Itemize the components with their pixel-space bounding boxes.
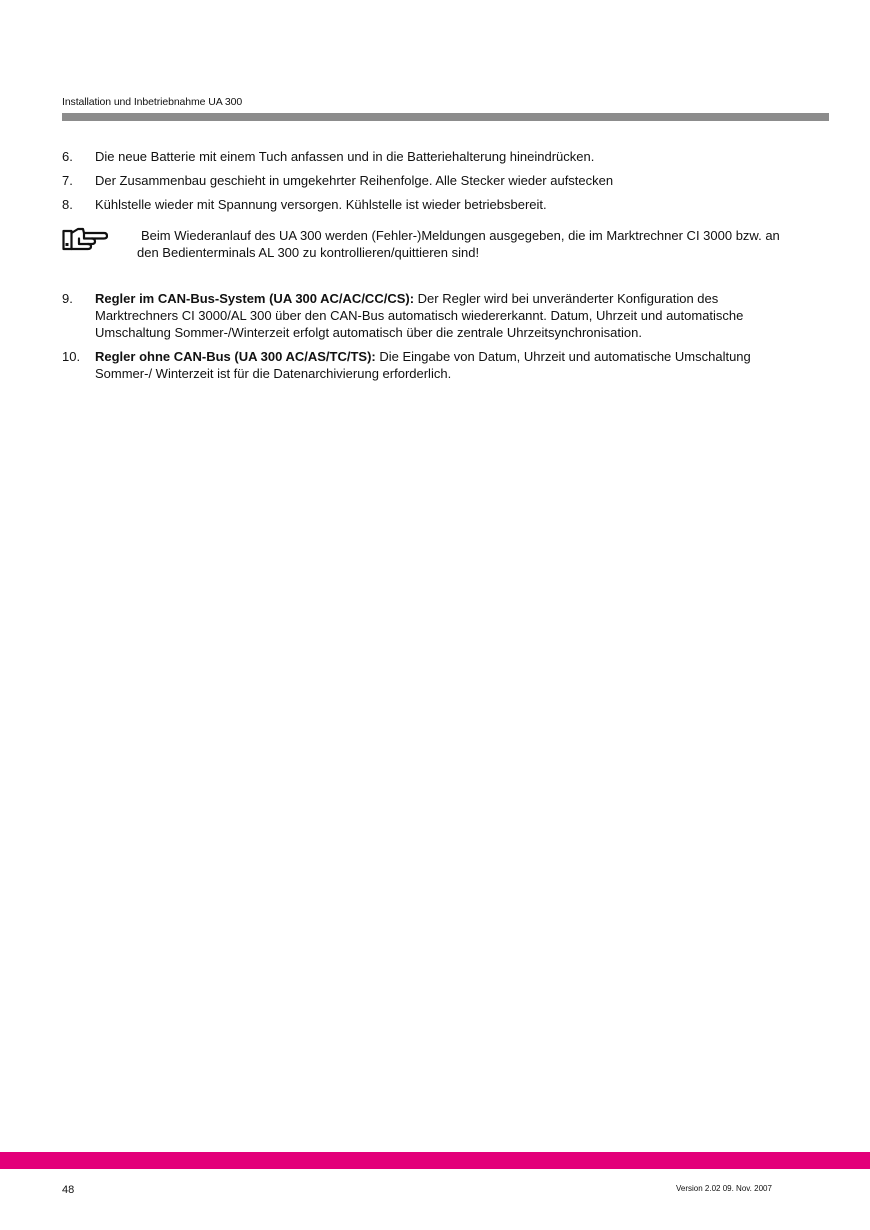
page-content	[62, 148, 802, 389]
step-text: Der Regler wird bei unveränderter Konfiguration des Marktrechners CI 3000/AL 300 über den CAN-Bus automatisch wiedererkannt. Datum, Uhrzeit und automatische Umschaltung Sommer-/Winterzeit erfolgt automatisch über die zentrale Uhrzeitsynchronisation.	[95, 291, 744, 340]
step-text: Die Eingabe von Datum, Uhrzeit und automatische Umschaltung Sommer-/ Winterzeit ist für die Datenarchivierung erforderlich.	[95, 349, 751, 381]
step-text: Die neue Batterie mit einem Tuch anfassen und in die Batteriehalterung hineindrücken.	[95, 149, 595, 164]
page-header-title: Installation und Inbetriebnahme UA 300	[62, 96, 243, 108]
step-number: 7.	[62, 173, 73, 188]
version-info: Version 2.02 09. Nov. 2007	[676, 1184, 772, 1193]
footer-bar	[0, 1152, 870, 1169]
step-text: Der Zusammenbau geschieht in umgekehrter Reihenfolge. Alle Stecker wieder aufstecken	[95, 173, 614, 188]
list-item	[62, 172, 802, 189]
step-number: 6.	[62, 149, 73, 164]
note-block	[62, 227, 802, 261]
list-item	[62, 196, 802, 213]
step-heading: Regler im CAN-Bus-System (UA 300 AC/AC/CC/CS):	[95, 291, 415, 306]
step-number: 9.	[62, 291, 73, 306]
step-number: 8.	[62, 197, 73, 212]
list-item	[62, 348, 802, 382]
step-text: Kühlstelle wieder mit Spannung versorgen. Kühlstelle ist wieder betriebsbereit.	[95, 197, 547, 212]
pointing-hand-icon	[62, 225, 108, 253]
step-number: 10.	[62, 349, 81, 364]
list-item	[62, 148, 802, 165]
page-number: 48	[62, 1184, 75, 1196]
list-item	[62, 290, 802, 341]
header-divider	[62, 113, 829, 121]
note-text: Beim Wiederanlauf des UA 300 werden (Fehler-)Meldungen ausgegeben, die im Marktrechner CI 3000 bzw. an den Bedienterminals AL 300 zu kontrollieren/quittieren sind!	[137, 228, 780, 260]
step-heading: Regler ohne CAN-Bus (UA 300 AC/AS/TC/TS):	[95, 349, 376, 364]
